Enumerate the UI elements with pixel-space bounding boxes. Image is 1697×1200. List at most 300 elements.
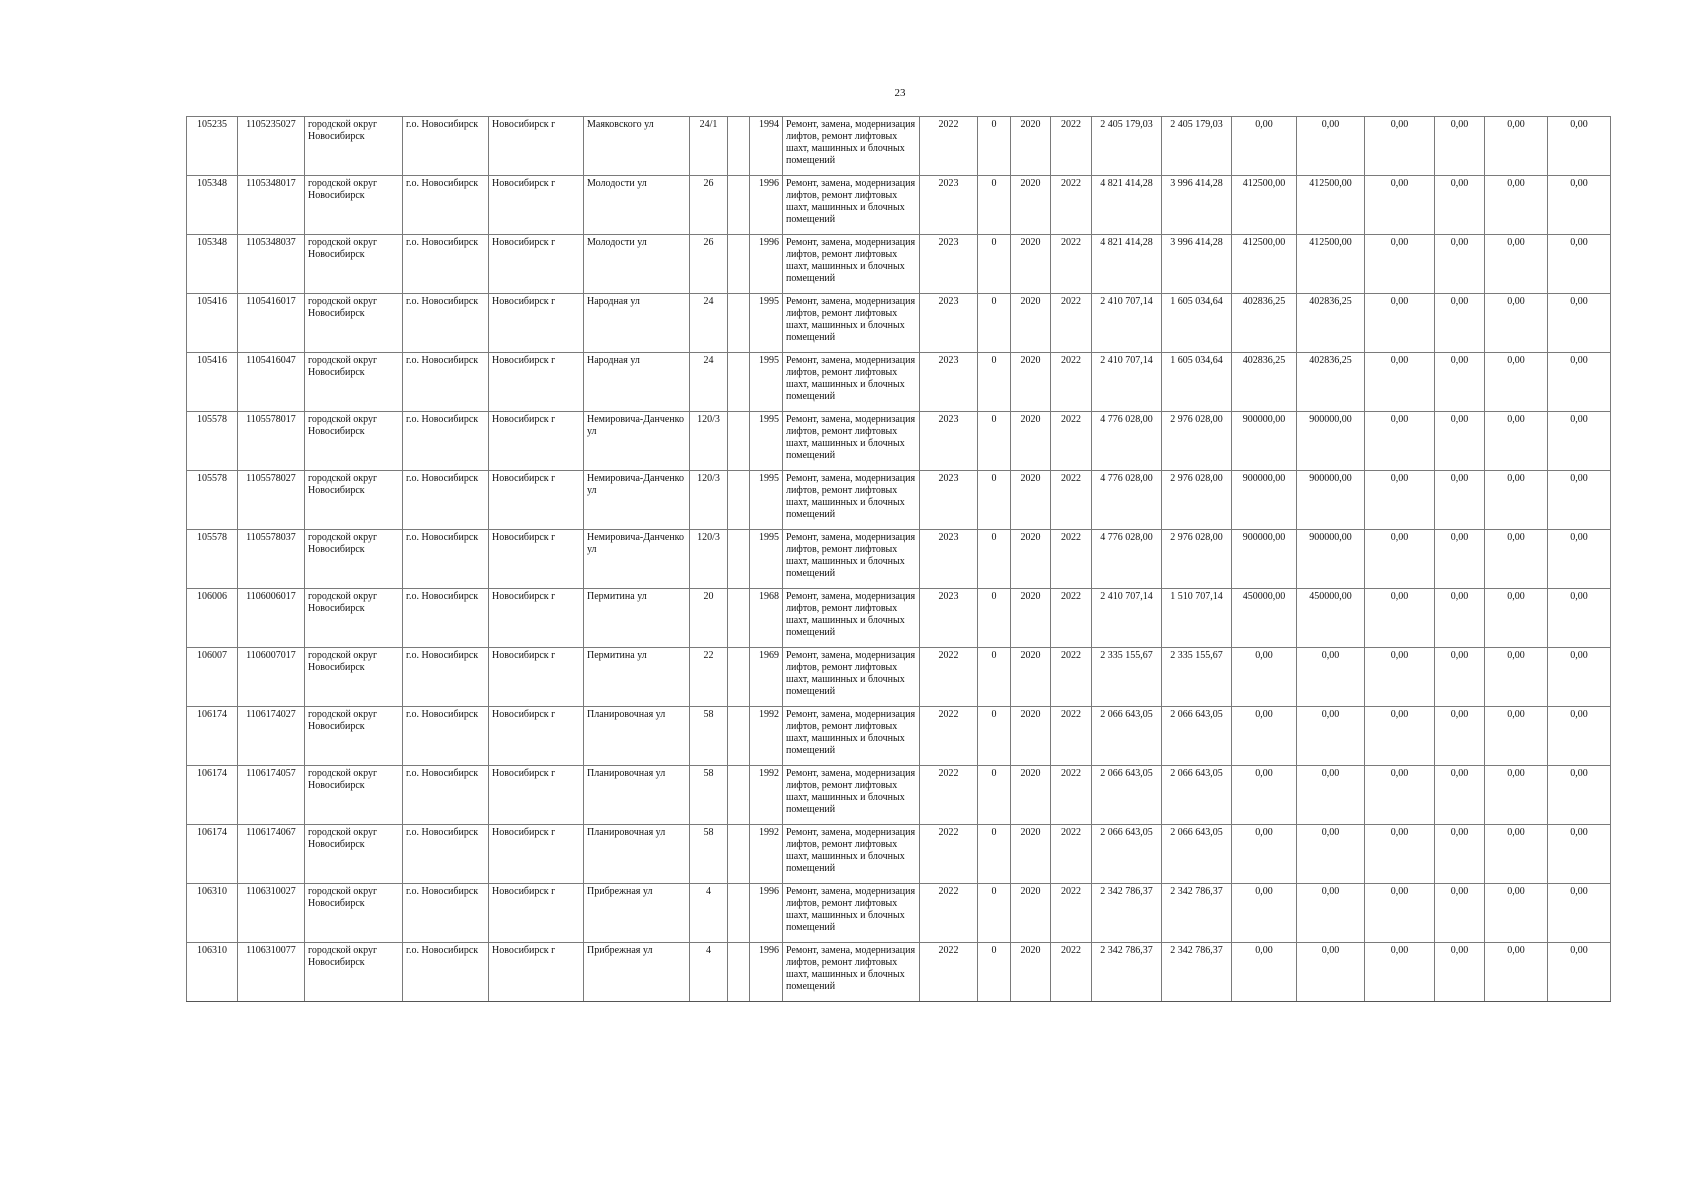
cell-reserve-flag: 0 — [978, 176, 1011, 235]
cell-period-start: 2020 — [1011, 943, 1051, 1002]
cell-cost-budget-3: 0,00 — [1365, 648, 1435, 707]
table-body — [187, 117, 1611, 1002]
cell-house-number: 24 — [690, 294, 728, 353]
cell-cost-other-2: 0,00 — [1548, 943, 1611, 1002]
cell-house-number: 120/3 — [690, 530, 728, 589]
cell-cost-budget-1: 412500,00 — [1232, 235, 1297, 294]
cell-reserve-flag: 0 — [978, 943, 1011, 1002]
cell-municipality: городской округ Новосибирск — [305, 530, 403, 589]
cell-build-year: 1995 — [750, 294, 783, 353]
cell-municipality: городской округ Новосибирск — [305, 707, 403, 766]
cell-period-end: 2022 — [1051, 707, 1092, 766]
cell-build-year: 1996 — [750, 943, 783, 1002]
cell-total-cost: 2 410 707,14 — [1092, 294, 1162, 353]
cell-municipality: городской округ Новосибирск — [305, 648, 403, 707]
cell-reserve-flag: 0 — [978, 766, 1011, 825]
cell-plan-year: 2022 — [920, 117, 978, 176]
cell-district: г.о. Новосибирск — [403, 294, 489, 353]
cell-cost-budget-4: 0,00 — [1435, 412, 1485, 471]
cell-street: Немировича-Данченко ул — [584, 471, 690, 530]
cell-work-type: Ремонт, замена, модернизация лифтов, ремонт лифтовых шахт, машинных и блочных помещений — [783, 353, 920, 412]
cell-cost-budget-2: 0,00 — [1297, 884, 1365, 943]
cell-build-year: 1994 — [750, 117, 783, 176]
cell-work-type: Ремонт, замена, модернизация лифтов, ремонт лифтовых шахт, машинных и блочных помещений — [783, 707, 920, 766]
cell-period-start: 2020 — [1011, 353, 1051, 412]
cell-plan-year: 2023 — [920, 530, 978, 589]
cell-street: Народная ул — [584, 353, 690, 412]
cell-cost-budget-3: 0,00 — [1365, 176, 1435, 235]
cell-housing-block — [728, 294, 750, 353]
cell-element-id: 1105416017 — [238, 294, 305, 353]
cell-work-type: Ремонт, замена, модернизация лифтов, ремонт лифтовых шахт, машинных и блочных помещений — [783, 825, 920, 884]
cell-reserve-flag: 0 — [978, 825, 1011, 884]
cell-cost-budget-4: 0,00 — [1435, 530, 1485, 589]
cell-total-cost: 2 066 643,05 — [1092, 707, 1162, 766]
cell-element-id: 1106006017 — [238, 589, 305, 648]
cell-cost-budget-3: 0,00 — [1365, 412, 1435, 471]
cell-house-id: 105578 — [187, 530, 238, 589]
cell-build-year: 1996 — [750, 235, 783, 294]
cell-cost-fund: 2 066 643,05 — [1162, 825, 1232, 884]
cell-reserve-flag: 0 — [978, 530, 1011, 589]
cell-house-number: 4 — [690, 884, 728, 943]
table-row — [187, 884, 1611, 943]
cell-reserve-flag: 0 — [978, 648, 1011, 707]
cell-period-start: 2020 — [1011, 176, 1051, 235]
cell-cost-other-1: 0,00 — [1485, 589, 1548, 648]
cell-house-number: 120/3 — [690, 412, 728, 471]
cell-district: г.о. Новосибирск — [403, 766, 489, 825]
cell-period-end: 2022 — [1051, 294, 1092, 353]
cell-period-end: 2022 — [1051, 589, 1092, 648]
cell-reserve-flag: 0 — [978, 353, 1011, 412]
cell-locality: Новосибирск г — [489, 589, 584, 648]
table-row — [187, 825, 1611, 884]
cell-locality: Новосибирск г — [489, 530, 584, 589]
cell-cost-fund: 1 605 034,64 — [1162, 353, 1232, 412]
cell-house-number: 120/3 — [690, 471, 728, 530]
cell-build-year: 1996 — [750, 176, 783, 235]
cell-house-number: 4 — [690, 943, 728, 1002]
cell-house-number: 24/1 — [690, 117, 728, 176]
cell-work-type: Ремонт, замена, модернизация лифтов, ремонт лифтовых шахт, машинных и блочных помещений — [783, 294, 920, 353]
cell-cost-other-2: 0,00 — [1548, 353, 1611, 412]
cell-district: г.о. Новосибирск — [403, 648, 489, 707]
cell-cost-other-2: 0,00 — [1548, 471, 1611, 530]
cell-cost-budget-4: 0,00 — [1435, 589, 1485, 648]
cell-cost-budget-4: 0,00 — [1435, 825, 1485, 884]
cell-street: Планировочная ул — [584, 825, 690, 884]
cell-cost-budget-2: 412500,00 — [1297, 176, 1365, 235]
cell-locality: Новосибирск г — [489, 707, 584, 766]
cell-house-id: 105578 — [187, 471, 238, 530]
cell-cost-budget-3: 0,00 — [1365, 235, 1435, 294]
cell-cost-budget-3: 0,00 — [1365, 589, 1435, 648]
cell-housing-block — [728, 707, 750, 766]
cell-locality: Новосибирск г — [489, 294, 584, 353]
cell-housing-block — [728, 589, 750, 648]
cell-cost-budget-1: 0,00 — [1232, 117, 1297, 176]
cell-plan-year: 2023 — [920, 235, 978, 294]
cell-locality: Новосибирск г — [489, 648, 584, 707]
cell-cost-fund: 2 066 643,05 — [1162, 707, 1232, 766]
cell-cost-budget-2: 0,00 — [1297, 766, 1365, 825]
table-row — [187, 530, 1611, 589]
cell-cost-budget-4: 0,00 — [1435, 884, 1485, 943]
cell-cost-budget-1: 402836,25 — [1232, 294, 1297, 353]
cell-cost-other-2: 0,00 — [1548, 825, 1611, 884]
cell-municipality: городской округ Новосибирск — [305, 294, 403, 353]
table-row — [187, 471, 1611, 530]
cell-cost-budget-1: 0,00 — [1232, 648, 1297, 707]
cell-element-id: 1105348017 — [238, 176, 305, 235]
cell-cost-budget-2: 900000,00 — [1297, 412, 1365, 471]
cell-municipality: городской округ Новосибирск — [305, 353, 403, 412]
cell-cost-fund: 1 510 707,14 — [1162, 589, 1232, 648]
cell-work-type: Ремонт, замена, модернизация лифтов, ремонт лифтовых шахт, машинных и блочных помещений — [783, 412, 920, 471]
cell-street: Пермитина ул — [584, 589, 690, 648]
cell-cost-other-1: 0,00 — [1485, 176, 1548, 235]
cell-period-start: 2020 — [1011, 648, 1051, 707]
cell-district: г.о. Новосибирск — [403, 707, 489, 766]
cell-cost-budget-1: 0,00 — [1232, 943, 1297, 1002]
cell-total-cost: 4 821 414,28 — [1092, 235, 1162, 294]
cell-cost-budget-4: 0,00 — [1435, 176, 1485, 235]
cell-district: г.о. Новосибирск — [403, 235, 489, 294]
cell-period-end: 2022 — [1051, 117, 1092, 176]
cell-cost-budget-3: 0,00 — [1365, 825, 1435, 884]
table-row — [187, 353, 1611, 412]
cell-cost-budget-4: 0,00 — [1435, 707, 1485, 766]
cell-cost-other-2: 0,00 — [1548, 589, 1611, 648]
cell-element-id: 1106007017 — [238, 648, 305, 707]
cell-cost-other-1: 0,00 — [1485, 943, 1548, 1002]
cell-cost-budget-3: 0,00 — [1365, 943, 1435, 1002]
cell-cost-budget-4: 0,00 — [1435, 117, 1485, 176]
cell-period-end: 2022 — [1051, 176, 1092, 235]
cell-cost-fund: 2 976 028,00 — [1162, 471, 1232, 530]
cell-plan-year: 2023 — [920, 176, 978, 235]
cell-cost-other-2: 0,00 — [1548, 412, 1611, 471]
cell-build-year: 1992 — [750, 766, 783, 825]
cell-cost-other-1: 0,00 — [1485, 235, 1548, 294]
cell-district: г.о. Новосибирск — [403, 943, 489, 1002]
cell-period-end: 2022 — [1051, 412, 1092, 471]
cell-district: г.о. Новосибирск — [403, 589, 489, 648]
cell-district: г.о. Новосибирск — [403, 176, 489, 235]
cell-plan-year: 2023 — [920, 412, 978, 471]
cell-cost-other-2: 0,00 — [1548, 884, 1611, 943]
cell-cost-budget-3: 0,00 — [1365, 117, 1435, 176]
cell-cost-other-2: 0,00 — [1548, 530, 1611, 589]
cell-housing-block — [728, 117, 750, 176]
cell-cost-budget-4: 0,00 — [1435, 766, 1485, 825]
cell-cost-other-1: 0,00 — [1485, 117, 1548, 176]
cell-cost-budget-3: 0,00 — [1365, 530, 1435, 589]
cell-locality: Новосибирск г — [489, 117, 584, 176]
cell-cost-fund: 2 342 786,37 — [1162, 884, 1232, 943]
cell-cost-other-2: 0,00 — [1548, 648, 1611, 707]
cell-work-type: Ремонт, замена, модернизация лифтов, ремонт лифтовых шахт, машинных и блочных помещений — [783, 117, 920, 176]
cell-total-cost: 2 410 707,14 — [1092, 589, 1162, 648]
cell-house-id: 105348 — [187, 176, 238, 235]
cell-street: Народная ул — [584, 294, 690, 353]
cell-cost-budget-1: 900000,00 — [1232, 412, 1297, 471]
cell-cost-other-1: 0,00 — [1485, 471, 1548, 530]
cell-locality: Новосибирск г — [489, 353, 584, 412]
cell-locality: Новосибирск г — [489, 766, 584, 825]
cell-period-end: 2022 — [1051, 825, 1092, 884]
cell-cost-other-1: 0,00 — [1485, 648, 1548, 707]
cell-work-type: Ремонт, замена, модернизация лифтов, ремонт лифтовых шахт, машинных и блочных помещений — [783, 943, 920, 1002]
table-row — [187, 766, 1611, 825]
cell-district: г.о. Новосибирск — [403, 471, 489, 530]
cell-cost-fund: 2 335 155,67 — [1162, 648, 1232, 707]
cell-total-cost: 2 066 643,05 — [1092, 766, 1162, 825]
cell-work-type: Ремонт, замена, модернизация лифтов, ремонт лифтовых шахт, машинных и блочных помещений — [783, 471, 920, 530]
cell-element-id: 1105578037 — [238, 530, 305, 589]
cell-street: Пермитина ул — [584, 648, 690, 707]
cell-housing-block — [728, 353, 750, 412]
cell-house-id: 105348 — [187, 235, 238, 294]
cell-street: Прибрежная ул — [584, 943, 690, 1002]
cell-locality: Новосибирск г — [489, 471, 584, 530]
cell-reserve-flag: 0 — [978, 589, 1011, 648]
cell-period-start: 2020 — [1011, 825, 1051, 884]
cell-total-cost: 2 405 179,03 — [1092, 117, 1162, 176]
cell-work-type: Ремонт, замена, модернизация лифтов, ремонт лифтовых шахт, машинных и блочных помещений — [783, 766, 920, 825]
cell-cost-budget-1: 0,00 — [1232, 707, 1297, 766]
cell-cost-fund: 2 976 028,00 — [1162, 530, 1232, 589]
cell-cost-budget-2: 0,00 — [1297, 648, 1365, 707]
cell-reserve-flag: 0 — [978, 117, 1011, 176]
cell-period-start: 2020 — [1011, 589, 1051, 648]
table-row — [187, 412, 1611, 471]
cell-house-id: 106174 — [187, 766, 238, 825]
cell-cost-budget-1: 450000,00 — [1232, 589, 1297, 648]
cell-street: Прибрежная ул — [584, 884, 690, 943]
table-row — [187, 235, 1611, 294]
cell-cost-budget-1: 0,00 — [1232, 825, 1297, 884]
cell-reserve-flag: 0 — [978, 884, 1011, 943]
table-row — [187, 117, 1611, 176]
cell-street: Маяковского ул — [584, 117, 690, 176]
cell-build-year: 1992 — [750, 825, 783, 884]
cell-plan-year: 2023 — [920, 353, 978, 412]
cell-housing-block — [728, 235, 750, 294]
cell-cost-budget-4: 0,00 — [1435, 353, 1485, 412]
cell-plan-year: 2022 — [920, 943, 978, 1002]
cell-house-id: 106174 — [187, 707, 238, 766]
cell-locality: Новосибирск г — [489, 825, 584, 884]
cell-cost-fund: 2 405 179,03 — [1162, 117, 1232, 176]
cell-cost-budget-4: 0,00 — [1435, 648, 1485, 707]
cell-housing-block — [728, 648, 750, 707]
cell-cost-fund: 2 342 786,37 — [1162, 943, 1232, 1002]
cell-period-start: 2020 — [1011, 117, 1051, 176]
cell-period-end: 2022 — [1051, 884, 1092, 943]
cell-cost-fund: 2 976 028,00 — [1162, 412, 1232, 471]
cell-municipality: городской округ Новосибирск — [305, 235, 403, 294]
cell-municipality: городской округ Новосибирск — [305, 117, 403, 176]
table-row — [187, 589, 1611, 648]
cell-street: Молодости ул — [584, 176, 690, 235]
cell-district: г.о. Новосибирск — [403, 353, 489, 412]
cell-cost-other-1: 0,00 — [1485, 825, 1548, 884]
cell-house-id: 106310 — [187, 943, 238, 1002]
cell-element-id: 1106310027 — [238, 884, 305, 943]
cell-cost-budget-3: 0,00 — [1365, 471, 1435, 530]
cell-cost-other-1: 0,00 — [1485, 766, 1548, 825]
cell-cost-other-1: 0,00 — [1485, 707, 1548, 766]
cell-period-end: 2022 — [1051, 943, 1092, 1002]
cell-reserve-flag: 0 — [978, 294, 1011, 353]
cell-housing-block — [728, 943, 750, 1002]
cell-district: г.о. Новосибирск — [403, 825, 489, 884]
cell-cost-other-2: 0,00 — [1548, 766, 1611, 825]
cell-house-id: 106310 — [187, 884, 238, 943]
cell-cost-budget-4: 0,00 — [1435, 943, 1485, 1002]
cell-plan-year: 2023 — [920, 294, 978, 353]
cell-total-cost: 4 776 028,00 — [1092, 412, 1162, 471]
cell-house-number: 58 — [690, 766, 728, 825]
cell-cost-budget-3: 0,00 — [1365, 884, 1435, 943]
cell-period-start: 2020 — [1011, 235, 1051, 294]
cell-cost-budget-3: 0,00 — [1365, 766, 1435, 825]
cell-cost-budget-2: 900000,00 — [1297, 471, 1365, 530]
cell-cost-other-2: 0,00 — [1548, 117, 1611, 176]
cell-plan-year: 2022 — [920, 707, 978, 766]
cell-cost-other-2: 0,00 — [1548, 294, 1611, 353]
cell-work-type: Ремонт, замена, модернизация лифтов, ремонт лифтовых шахт, машинных и блочных помещений — [783, 176, 920, 235]
cell-plan-year: 2023 — [920, 471, 978, 530]
cell-cost-budget-4: 0,00 — [1435, 471, 1485, 530]
cell-build-year: 1995 — [750, 471, 783, 530]
cell-period-end: 2022 — [1051, 648, 1092, 707]
capital-repair-table — [186, 116, 1611, 1002]
cell-period-end: 2022 — [1051, 353, 1092, 412]
cell-locality: Новосибирск г — [489, 235, 584, 294]
cell-municipality: городской округ Новосибирск — [305, 884, 403, 943]
page-number: 23 — [894, 87, 906, 99]
cell-cost-budget-1: 402836,25 — [1232, 353, 1297, 412]
cell-municipality: городской округ Новосибирск — [305, 412, 403, 471]
cell-cost-fund: 2 066 643,05 — [1162, 766, 1232, 825]
cell-total-cost: 2 410 707,14 — [1092, 353, 1162, 412]
cell-period-start: 2020 — [1011, 530, 1051, 589]
cell-period-start: 2020 — [1011, 294, 1051, 353]
cell-total-cost: 2 335 155,67 — [1092, 648, 1162, 707]
cell-cost-other-1: 0,00 — [1485, 884, 1548, 943]
cell-cost-budget-1: 0,00 — [1232, 766, 1297, 825]
cell-locality: Новосибирск г — [489, 412, 584, 471]
cell-work-type: Ремонт, замена, модернизация лифтов, ремонт лифтовых шахт, машинных и блочных помещений — [783, 235, 920, 294]
cell-cost-other-2: 0,00 — [1548, 707, 1611, 766]
cell-cost-fund: 3 996 414,28 — [1162, 176, 1232, 235]
cell-house-number: 58 — [690, 825, 728, 884]
cell-cost-budget-3: 0,00 — [1365, 353, 1435, 412]
cell-house-number: 24 — [690, 353, 728, 412]
cell-reserve-flag: 0 — [978, 471, 1011, 530]
cell-element-id: 1106174027 — [238, 707, 305, 766]
cell-cost-fund: 3 996 414,28 — [1162, 235, 1232, 294]
cell-plan-year: 2022 — [920, 766, 978, 825]
cell-street: Молодости ул — [584, 235, 690, 294]
cell-district: г.о. Новосибирск — [403, 530, 489, 589]
cell-house-number: 20 — [690, 589, 728, 648]
cell-street: Планировочная ул — [584, 707, 690, 766]
cell-work-type: Ремонт, замена, модернизация лифтов, ремонт лифтовых шахт, машинных и блочных помещений — [783, 884, 920, 943]
cell-house-id: 105578 — [187, 412, 238, 471]
cell-locality: Новосибирск г — [489, 176, 584, 235]
cell-total-cost: 2 342 786,37 — [1092, 884, 1162, 943]
cell-house-number: 26 — [690, 235, 728, 294]
cell-cost-budget-1: 0,00 — [1232, 884, 1297, 943]
cell-municipality: городской округ Новосибирск — [305, 471, 403, 530]
cell-housing-block — [728, 471, 750, 530]
cell-cost-budget-4: 0,00 — [1435, 235, 1485, 294]
cell-element-id: 1105416047 — [238, 353, 305, 412]
cell-build-year: 1995 — [750, 412, 783, 471]
cell-reserve-flag: 0 — [978, 412, 1011, 471]
cell-element-id: 1105578017 — [238, 412, 305, 471]
cell-municipality: городской округ Новосибирск — [305, 589, 403, 648]
table-row — [187, 176, 1611, 235]
cell-element-id: 1105235027 — [238, 117, 305, 176]
cell-municipality: городской округ Новосибирск — [305, 825, 403, 884]
cell-cost-other-2: 0,00 — [1548, 176, 1611, 235]
cell-period-start: 2020 — [1011, 884, 1051, 943]
cell-cost-other-1: 0,00 — [1485, 353, 1548, 412]
table-row — [187, 648, 1611, 707]
cell-build-year: 1992 — [750, 707, 783, 766]
cell-element-id: 1105578027 — [238, 471, 305, 530]
cell-period-end: 2022 — [1051, 235, 1092, 294]
cell-total-cost: 4 821 414,28 — [1092, 176, 1162, 235]
cell-cost-budget-1: 900000,00 — [1232, 530, 1297, 589]
cell-work-type: Ремонт, замена, модернизация лифтов, ремонт лифтовых шахт, машинных и блочных помещений — [783, 648, 920, 707]
cell-element-id: 1106174067 — [238, 825, 305, 884]
cell-street: Немировича-Данченко ул — [584, 530, 690, 589]
table-row — [187, 294, 1611, 353]
cell-district: г.о. Новосибирск — [403, 412, 489, 471]
cell-element-id: 1105348037 — [238, 235, 305, 294]
cell-period-end: 2022 — [1051, 471, 1092, 530]
cell-house-id: 106006 — [187, 589, 238, 648]
cell-cost-other-1: 0,00 — [1485, 530, 1548, 589]
table-row — [187, 943, 1611, 1002]
cell-municipality: городской округ Новосибирск — [305, 766, 403, 825]
cell-housing-block — [728, 825, 750, 884]
cell-street: Планировочная ул — [584, 766, 690, 825]
cell-cost-fund: 1 605 034,64 — [1162, 294, 1232, 353]
cell-municipality: городской округ Новосибирск — [305, 176, 403, 235]
cell-housing-block — [728, 176, 750, 235]
cell-house-number: 58 — [690, 707, 728, 766]
cell-build-year: 1996 — [750, 884, 783, 943]
cell-cost-other-2: 0,00 — [1548, 235, 1611, 294]
cell-total-cost: 4 776 028,00 — [1092, 471, 1162, 530]
cell-period-end: 2022 — [1051, 530, 1092, 589]
cell-house-id: 105235 — [187, 117, 238, 176]
cell-house-id: 105416 — [187, 353, 238, 412]
cell-housing-block — [728, 412, 750, 471]
cell-cost-budget-2: 402836,25 — [1297, 294, 1365, 353]
cell-municipality: городской округ Новосибирск — [305, 943, 403, 1002]
cell-house-id: 106007 — [187, 648, 238, 707]
cell-locality: Новосибирск г — [489, 884, 584, 943]
cell-cost-budget-2: 0,00 — [1297, 707, 1365, 766]
